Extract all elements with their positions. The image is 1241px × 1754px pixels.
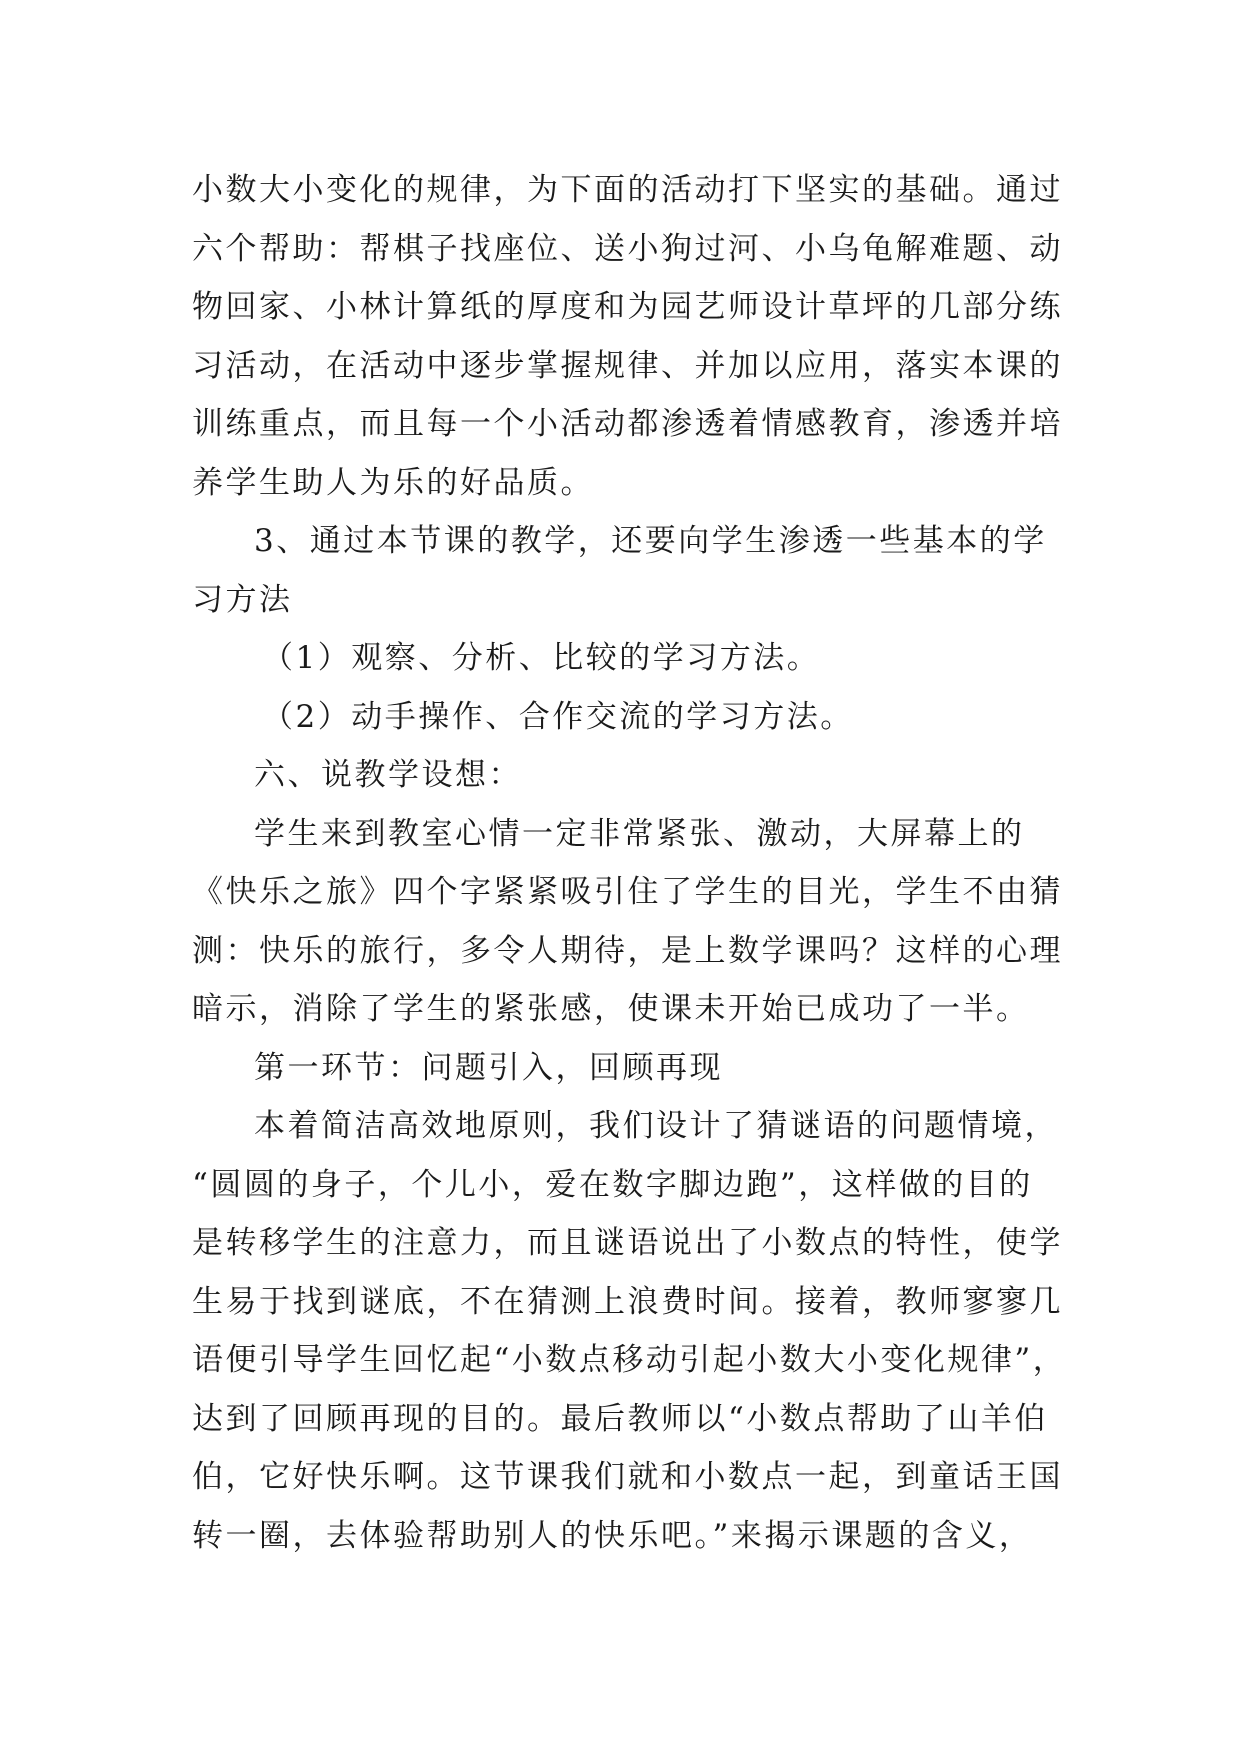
text-line: 习方法 [192,581,293,618]
text-line: 本着简洁高效地原则，我们设计了猜谜语的问题情境， [254,1108,1058,1144]
text-line: （1）观察、分析、比较的学习方法。 [262,640,821,676]
text-line: 达到了回顾再现的目的。最后教师以“小数点帮助了山羊伯 [192,1400,1048,1437]
text-line: 学生来到教室心情一定非常紧张、激动，大屏幕上的 [254,815,1025,852]
text-line: 生易于找到谜底，不在猜测上浪费时间。接着，教师寥寥几 [192,1283,1063,1320]
text-line: “圆圆的身子，个儿小，爱在数字脚边跑”，这样做的目的 [192,1166,1033,1203]
text-line: 物回家、小林计算纸的厚度和为园艺师设计草坪的几部分练 [192,289,1063,325]
text-line: 六、说教学设想： [254,757,522,793]
text-line: 小数大小变化的规律，为下面的活动打下坚实的基础。通过 [192,172,1063,208]
text-line: 语便引导学生回忆起“小数点移动引起小数大小变化规律”， [192,1342,1067,1378]
text-line: 习活动，在活动中逐步掌握规律、并加以应用，落实本课的 [192,347,1063,384]
text-line: 伯，它好快乐啊。这节课我们就和小数点一起，到童话王国 [192,1459,1063,1495]
text-line: 转一圈，去体验帮助别人的快乐吧。”来揭示课题的含义， [192,1517,1033,1554]
text-line: 第一环节：问题引入，回顾再现 [254,1049,723,1086]
text-line: 3、通过本节课的教学，还要向学生渗透一些基本的学 [254,523,1047,559]
text-line: （2）动手操作、合作交流的学习方法。 [262,698,854,735]
text-line: 六个帮助：帮棋子找座位、送小狗过河、小乌龟解难题、动 [192,230,1063,267]
text-line: 测：快乐的旅行，多令人期待，是上数学课吗？这样的心理 [192,932,1063,969]
text-line: 养学生助人为乐的好品质。 [192,464,594,501]
document-body [192,161,1067,1565]
text-line: 训练重点，而且每一个小活动都渗透着情感教育，渗透并培 [192,406,1063,442]
text-line: 是转移学生的注意力，而且谜语说出了小数点的特性，使学 [192,1225,1063,1261]
text-line: 暗示，消除了学生的紧张感，使课未开始已成功了一半。 [192,991,1030,1027]
text-line: 《快乐之旅》四个字紧紧吸引住了学生的目光，学生不由猜 [192,874,1063,910]
